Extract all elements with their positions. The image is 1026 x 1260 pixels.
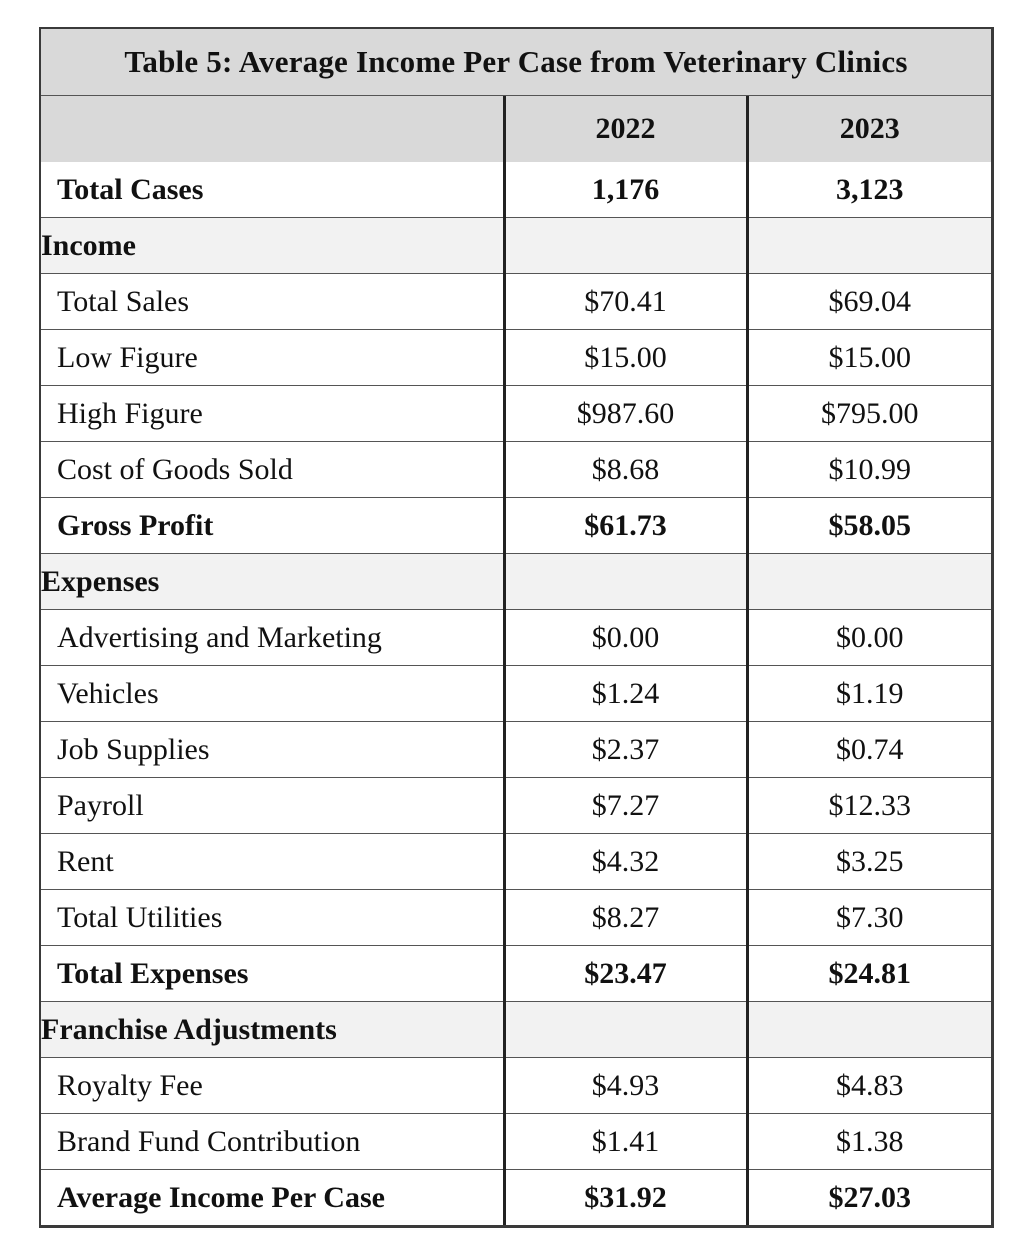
row-label: Expenses (41, 554, 504, 610)
value-2022 (504, 554, 747, 610)
row-label: Franchise Adjustments (41, 1002, 504, 1058)
table-row (41, 722, 991, 778)
value-2023: $27.03 (747, 1170, 991, 1226)
value-2023: 3,123 (747, 162, 991, 218)
value-2023: $795.00 (747, 386, 991, 442)
table-row (41, 442, 991, 498)
value-2022: $31.92 (504, 1170, 747, 1226)
row-label: Low Figure (41, 330, 504, 386)
row-label: Royalty Fee (41, 1058, 504, 1114)
table-row (41, 162, 991, 218)
value-2022: $7.27 (504, 778, 747, 834)
table-row (41, 1114, 991, 1170)
value-2022: $15.00 (504, 330, 747, 386)
header-empty-cell (41, 96, 504, 162)
value-2022: $4.93 (504, 1058, 747, 1114)
table-row (41, 1058, 991, 1114)
value-2022: $61.73 (504, 498, 747, 554)
row-label: Income (41, 218, 504, 274)
row-label: Rent (41, 834, 504, 890)
table-row (41, 666, 991, 722)
row-label: Average Income Per Case (41, 1170, 504, 1226)
value-2023: $0.00 (747, 610, 991, 666)
value-2023: $10.99 (747, 442, 991, 498)
value-2022: $1.41 (504, 1114, 747, 1170)
value-2023: $3.25 (747, 834, 991, 890)
value-2023: $58.05 (747, 498, 991, 554)
value-2022: $1.24 (504, 666, 747, 722)
table-row (41, 834, 991, 890)
row-label: Advertising and Marketing (41, 610, 504, 666)
row-label: Job Supplies (41, 722, 504, 778)
value-2023: $7.30 (747, 890, 991, 946)
table-row (41, 946, 991, 1002)
table-row (41, 386, 991, 442)
value-2022: 1,176 (504, 162, 747, 218)
value-2022: $4.32 (504, 834, 747, 890)
income-table (41, 96, 991, 1225)
value-2023 (747, 554, 991, 610)
value-2022: $987.60 (504, 386, 747, 442)
income-table-frame (39, 27, 994, 1228)
value-2023: $1.38 (747, 1114, 991, 1170)
row-label: Total Cases (57, 172, 204, 206)
value-2023: $15.00 (747, 330, 991, 386)
section-header-row (41, 1002, 991, 1058)
row-label: Vehicles (41, 666, 504, 722)
table-title: Table 5: Average Income Per Case from Veterinary Clinics (41, 29, 991, 96)
table-row (41, 1170, 991, 1226)
value-2023 (747, 1002, 991, 1058)
value-2022: $2.37 (504, 722, 747, 778)
value-2023: $0.74 (747, 722, 991, 778)
section-header-row (41, 554, 991, 610)
value-2023: $12.33 (747, 778, 991, 834)
value-2022: $23.47 (504, 946, 747, 1002)
year-2022-header: 2022 (504, 96, 747, 162)
value-2022: $8.27 (504, 890, 747, 946)
value-2023: $24.81 (747, 946, 991, 1002)
table-row (41, 610, 991, 666)
year-header-row (41, 96, 991, 162)
value-2022: $8.68 (504, 442, 747, 498)
value-2023: $1.19 (747, 666, 991, 722)
section-header-row (41, 218, 991, 274)
row-label: Total Expenses (41, 946, 504, 1002)
table-body (41, 162, 991, 1225)
table-row (41, 498, 991, 554)
value-2022: $0.00 (504, 610, 747, 666)
table-row (41, 274, 991, 330)
value-2022 (504, 218, 747, 274)
value-2022: $70.41 (504, 274, 747, 330)
row-label: Gross Profit (41, 498, 504, 554)
value-2022 (504, 1002, 747, 1058)
row-label: Cost of Goods Sold (41, 442, 504, 498)
value-2023: $69.04 (747, 274, 991, 330)
year-2023-header: 2023 (747, 96, 991, 162)
row-label: Total Sales (41, 274, 504, 330)
value-2023: $4.83 (747, 1058, 991, 1114)
row-label: Brand Fund Contribution (41, 1114, 504, 1170)
value-2023 (747, 218, 991, 274)
row-label: Total Utilities (41, 890, 504, 946)
table-row (41, 330, 991, 386)
table-row (41, 778, 991, 834)
table-row (41, 890, 991, 946)
row-label: High Figure (41, 386, 504, 442)
row-label: Payroll (41, 778, 504, 834)
